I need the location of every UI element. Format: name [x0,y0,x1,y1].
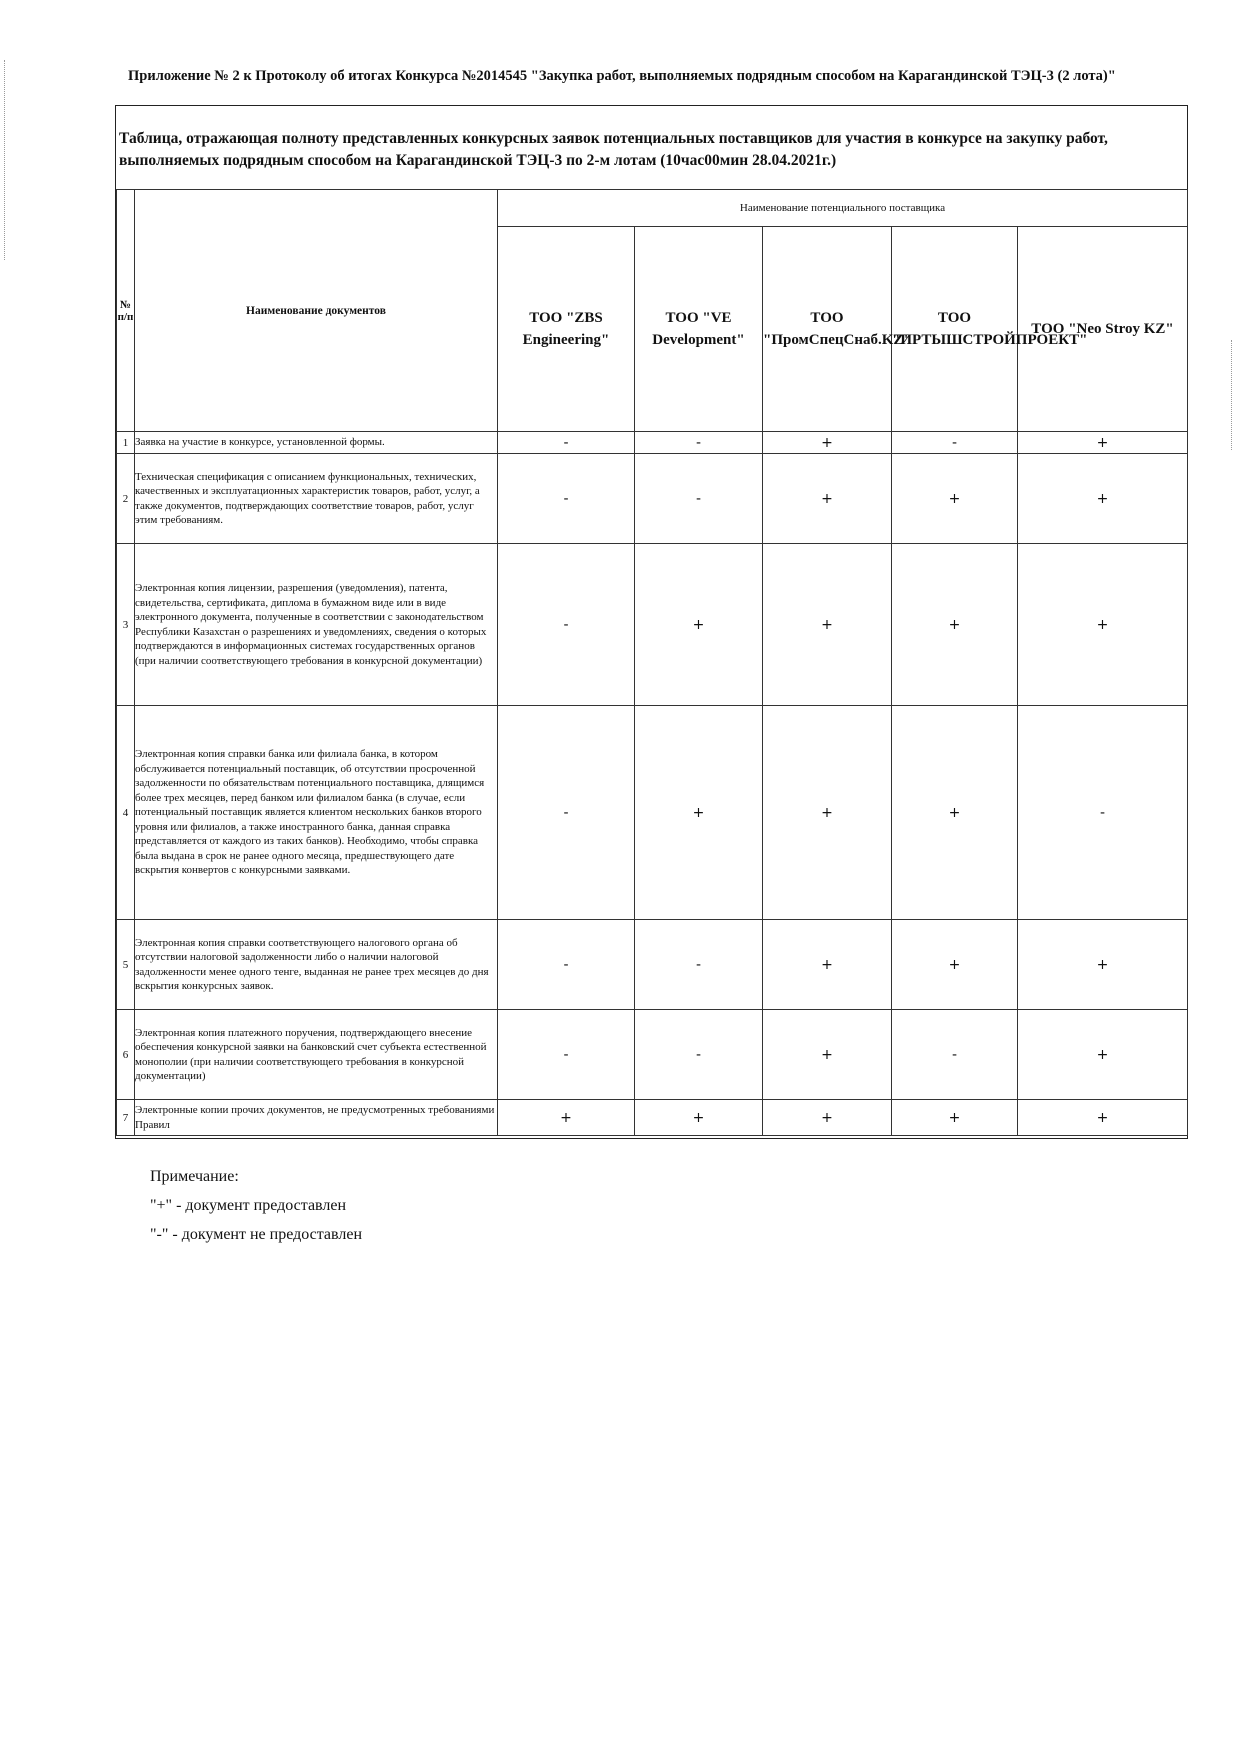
mark-cell: + [498,1100,635,1136]
scan-margin-marks [4,60,7,260]
mark-cell: + [1018,454,1188,544]
document-name: Электронная копия лицензии, разрешения (уведомления), патента, свидетельства, сертификата, диплома в бумажном виде или в виде электронного документа, полученные в соответствии с законодательством Республики Казахстан о разрешениях и уведомлениях, сведения о которых подтверждаются в информационных системах государственных органов (при наличии соответствующего требования в конкурсной документации) [135,544,498,706]
document-name: Электронная копия платежного поручения, подтверждающего внесение обеспечения конкурсной заявки на банковский счет субъекта естественной монополии (при наличии соответствующего требования в конкурсной документации) [135,1010,498,1100]
document-name: Заявка на участие в конкурсе, установленной формы. [135,432,498,454]
row-number: 3 [117,544,135,706]
mark-cell: - [498,706,635,920]
supplier-header: ТОО "ИРТЫШСТРОЙПРОЕКТ" [892,227,1018,432]
row-number: 5 [117,920,135,1010]
table-title: Таблица, отражающая полноту представленных конкурсных заявок потенциальных поставщиков для участия в конкурсе на закупку работ, выполняемых подрядным способом на Карагандинской ТЭЦ-3 по 2-м лотам (10час00мин 28.04.2021г.) [119,130,1108,169]
mark-cell: - [635,454,763,544]
notes-minus-legend: "-" - документ не предоставлен [150,1226,363,1243]
row-number: 6 [117,1010,135,1100]
row-number: 1 [117,432,135,454]
mark-cell: + [1018,544,1188,706]
table-row [117,432,1188,454]
mark-cell: - [1018,706,1188,920]
document-name: Электронная копия справки соответствующего налогового органа об отсутствии налоговой задолженности либо о наличии налоговой задолженности менее одного тенге, выданная не ранее трех месяцев до дня вскрытия конкурсных заявок. [135,920,498,1010]
mark-cell: - [892,1010,1018,1100]
notes-title: Примечание: [150,1168,239,1185]
mark-cell: + [1018,1010,1188,1100]
mark-cell: + [635,1100,763,1136]
table-row [117,706,1188,920]
supplier-header: ТОО "ZBS Engineering" [498,227,635,432]
row-number: 2 [117,454,135,544]
mark-cell: + [892,920,1018,1010]
completeness-table [116,189,1188,1136]
mark-cell: - [498,454,635,544]
mark-cell: - [635,432,763,454]
mark-cell: + [892,706,1018,920]
mark-cell: + [892,1100,1018,1136]
mark-cell: + [763,432,892,454]
mark-cell: + [763,454,892,544]
mark-cell: + [763,544,892,706]
mark-cell: - [635,920,763,1010]
document-name: Электронная копия справки банка или филиала банка, в котором обслуживается потенциальный поставщик, об отсутствии просроченной задолженности по обязательствам потенциального поставщика, длящимся более трех месяцев, перед банком или филиалом банка (в случае, если потенциальный поставщик является клиентом нескольких банков второго уровня или филиалов, а также иностранного банка, данная справка представляется от каждого из таких банков). Необходимо, чтобы справка была выдана в срок не ранее одного месяца, предшествующего дате вскрытия конвертов с конкурсными заявками. [135,706,498,920]
column-header-documents: Наименование документов [135,190,498,432]
mark-cell: - [635,1010,763,1100]
mark-cell: - [498,544,635,706]
mark-cell: + [1018,1100,1188,1136]
notes-plus-legend: "+" - документ предоставлен [150,1197,347,1214]
supplier-header: ТОО "Neo Stroy KZ" [1018,227,1188,432]
table-row [117,1100,1188,1136]
mark-cell: + [1018,432,1188,454]
document-name: Техническая спецификация с описанием функциональных, технических, качественных и эксплуатационных характеристик товаров, работ, услуг, а также документов, подтверждающих соответствие товаров, работ, услуг этим требованиям. [135,454,498,544]
document-name: Электронные копии прочих документов, не предусмотренных требованиями Правил [135,1100,498,1136]
mark-cell: + [635,544,763,706]
mark-cell: + [1018,920,1188,1010]
notes-block [150,1162,362,1249]
column-header-supplier-group: Наименование потенциального поставщика [498,190,1188,227]
mark-cell: - [498,920,635,1010]
mark-cell: + [635,706,763,920]
document-header: Приложение № 2 к Протоколу об итогах Конкурса №2014545 "Закупка работ, выполняемых подрядным способом на Карагандинской ТЭЦ-3 (2 лота)" [128,68,1116,84]
table-frame [115,105,1188,1139]
table-row [117,454,1188,544]
table-row [117,544,1188,706]
mark-cell: - [892,432,1018,454]
mark-cell: - [498,1010,635,1100]
table-row [117,1010,1188,1100]
supplier-header: ТОО "ПромСпецСнаб.KZ" [763,227,892,432]
mark-cell: + [892,544,1018,706]
mark-cell: + [763,1100,892,1136]
scan-margin-marks-right [1231,340,1234,450]
mark-cell: + [763,706,892,920]
mark-cell: - [498,432,635,454]
table-row [117,920,1188,1010]
supplier-header: ТОО "VE Development" [635,227,763,432]
mark-cell: + [892,454,1018,544]
mark-cell: + [763,1010,892,1100]
column-header-num: № п/п [117,190,135,432]
mark-cell: + [763,920,892,1010]
row-number: 4 [117,706,135,920]
row-number: 7 [117,1100,135,1136]
